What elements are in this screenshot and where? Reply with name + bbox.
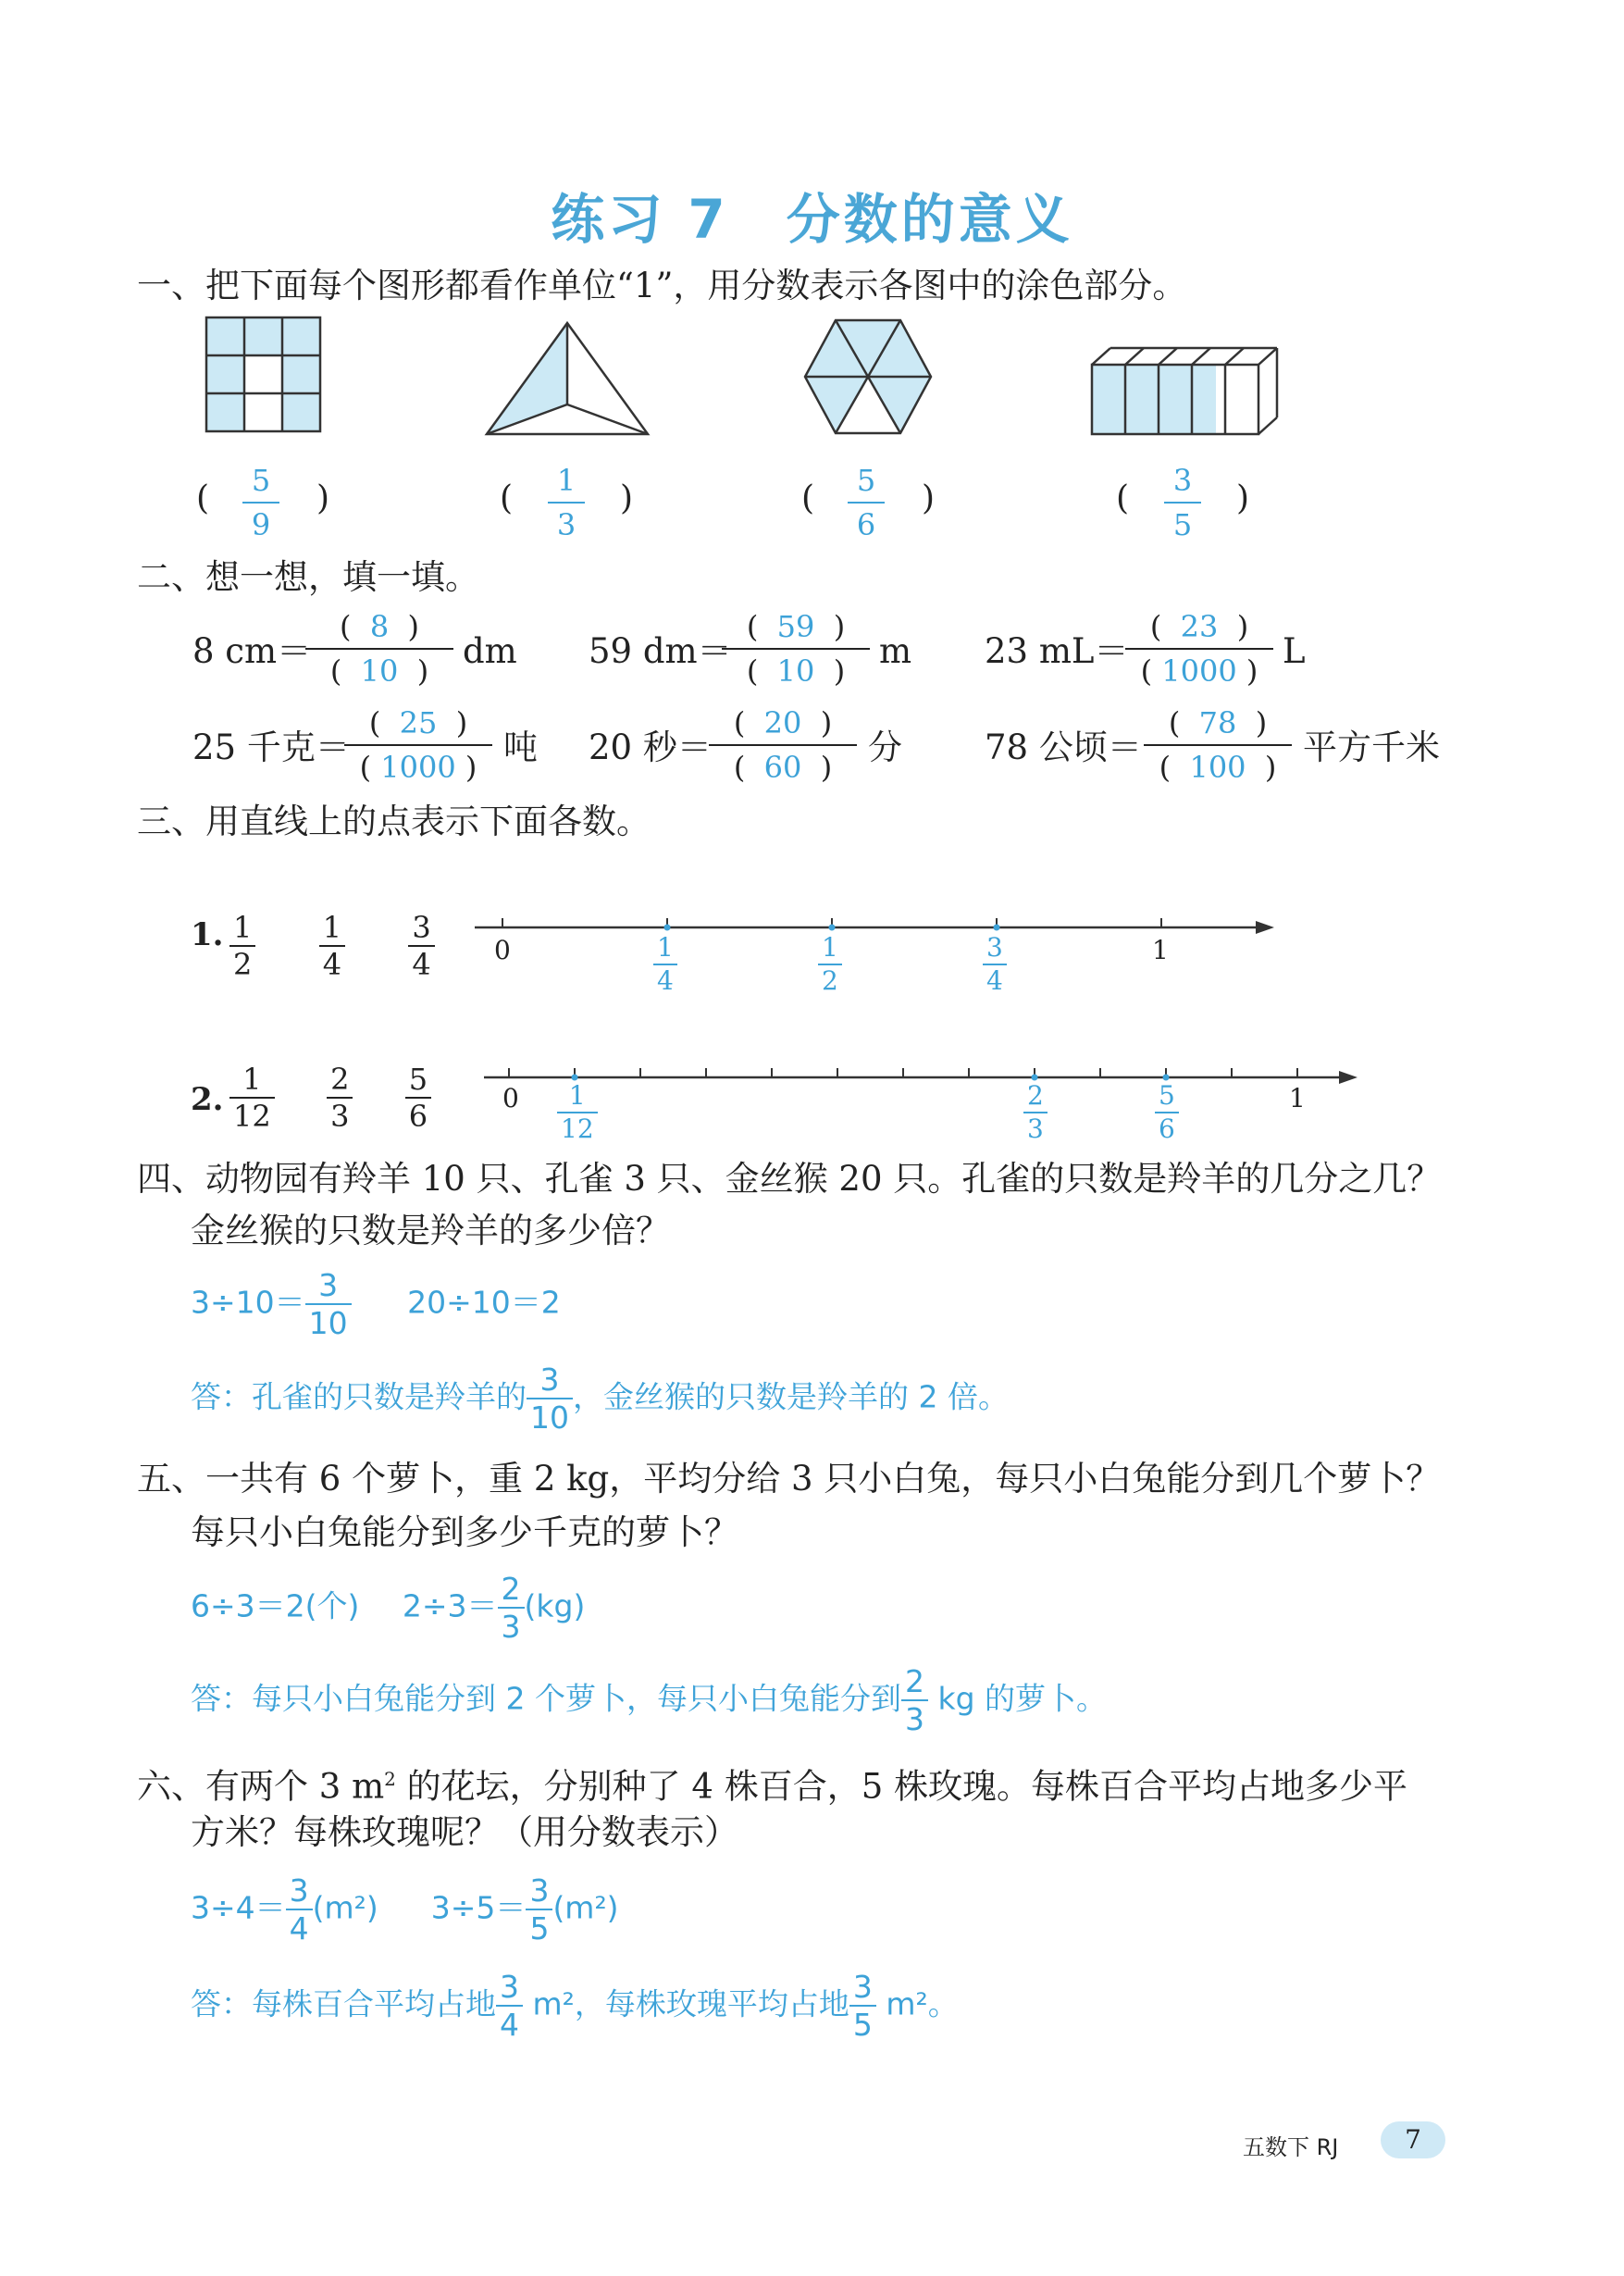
number-line-1-mark-1: $\frac{1}{4}$	[653, 935, 677, 994]
q2-item-4-unit: 吨	[503, 728, 538, 767]
number-line-2-mark-3: $\frac{5}{6}$	[1155, 1083, 1179, 1142]
number-line-2	[477, 1057, 1365, 1085]
q2-item-6-pre: 78 公顷＝	[985, 728, 1142, 767]
number-line-1-zero: 0	[494, 935, 511, 965]
q2-item-5-pre: 20 秒＝	[589, 728, 712, 767]
q2-item-3-pre: 23 mL＝	[985, 631, 1129, 671]
number-line-1-mark-2: $\frac{1}{2}$	[818, 935, 842, 994]
q2-item-1-pre: 8 cm＝	[192, 631, 312, 671]
number-line-1	[467, 907, 1282, 935]
q2-item-3-unit: L	[1283, 631, 1306, 671]
q2-prompt: 二、想一想，填一填。	[137, 557, 479, 597]
q5-line2: 每只小白兔能分到多少千克的萝卜？	[191, 1512, 738, 1552]
triangle-figure	[483, 319, 651, 438]
q3-prompt: 三、用直线上的点表示下面各数。	[137, 802, 651, 841]
page-title: 练习 7 分数的意义	[551, 188, 1073, 251]
q2-item-2-pre: 59 dm＝	[589, 631, 732, 671]
number-line-2-one: 1	[1289, 1083, 1306, 1113]
number-line-1-mark-3: $\frac{3}{4}$	[983, 935, 1007, 994]
q2-item-1-unit: dm	[463, 631, 517, 671]
q2-item-4-pre: 25 千克＝	[192, 728, 350, 767]
q2-item-5-unit: 分	[868, 728, 902, 767]
q6-answer: 答：每株百合平均占地 $\frac{3}{4}$ m²，每株玫瑰平均占地 $\frac{3}{5}$ m²。	[191, 1969, 959, 2043]
prism-figure	[1090, 344, 1280, 437]
q6-line2: 方米？每株玫瑰呢？（用分数表示）	[191, 1812, 738, 1852]
grid-square-figure	[204, 315, 324, 435]
q4-line2: 金丝猴的只数是羚羊的多少倍？	[191, 1211, 670, 1250]
q5-answer: 答：每只小白兔能分到 2 个萝卜，每只小白兔能分到 $\frac{2}{3}$ kg 的萝卜。	[191, 1663, 1108, 1737]
q4-answer: 答：孔雀的只数是羚羊的 $\frac{3}{10}$ ，金丝猴的只数是羚羊的 2 倍。	[191, 1362, 1009, 1436]
q5-calc: 6÷3＝2(个) 2÷3＝ $\frac{2}{3}$ (kg)	[191, 1571, 586, 1645]
page-number: 7	[1381, 2121, 1445, 2158]
number-line-2-mark-2: $\frac{2}{3}$	[1023, 1083, 1048, 1142]
q5-line1: 五、一共有 6 个萝卜，重 2 kg，平均分给 3 只小白兔，每只小白兔能分到几个萝卜？	[137, 1459, 1441, 1499]
book-label: 五数下 RJ	[1243, 2134, 1339, 2160]
q3-row1-label: 1.	[191, 916, 224, 953]
q6-calc: 3÷4＝ $\frac{3}{4}$ (m²) 3÷5＝ $\frac{3}{5}$ (m²)	[191, 1872, 619, 1946]
q4-line1: 四、动物园有羚羊 10 只、孔雀 3 只、金丝猴 20 只。孔雀的只数是羚羊的几分之几？	[137, 1159, 1442, 1199]
q3-row2-numbers: $\frac{1}{12}$ $\frac{2}{3}$ $\frac{5}{6}$	[229, 1064, 431, 1131]
q4-calc: 3÷10＝ $\frac{3}{10}$ 20÷10＝2	[191, 1267, 561, 1341]
number-line-2-zero: 0	[502, 1083, 519, 1113]
number-line-1-one: 1	[1152, 935, 1169, 965]
number-line-2-mark-1: $\frac{1}{12}$	[557, 1083, 598, 1142]
q3-row2-label: 2.	[191, 1081, 224, 1118]
q1-prompt: 一、把下面每个图形都看作单位“1”，用分数表示各图中的涂色部分。	[137, 266, 1187, 305]
q2-item-6-unit: 平方千米	[1303, 728, 1440, 767]
hexagon-figure	[803, 317, 933, 436]
q3-row1-numbers: $\frac{1}{2}$ $\frac{1}{4}$ $\frac{3}{4}$	[229, 913, 435, 979]
q2-item-2-unit: m	[879, 631, 912, 671]
q6-line1: 六、有两个 3 $m^2$ 的花坛，分别种了 4 株百合，5 株玫瑰。每株百合平均占地多少平	[137, 1766, 1408, 1807]
